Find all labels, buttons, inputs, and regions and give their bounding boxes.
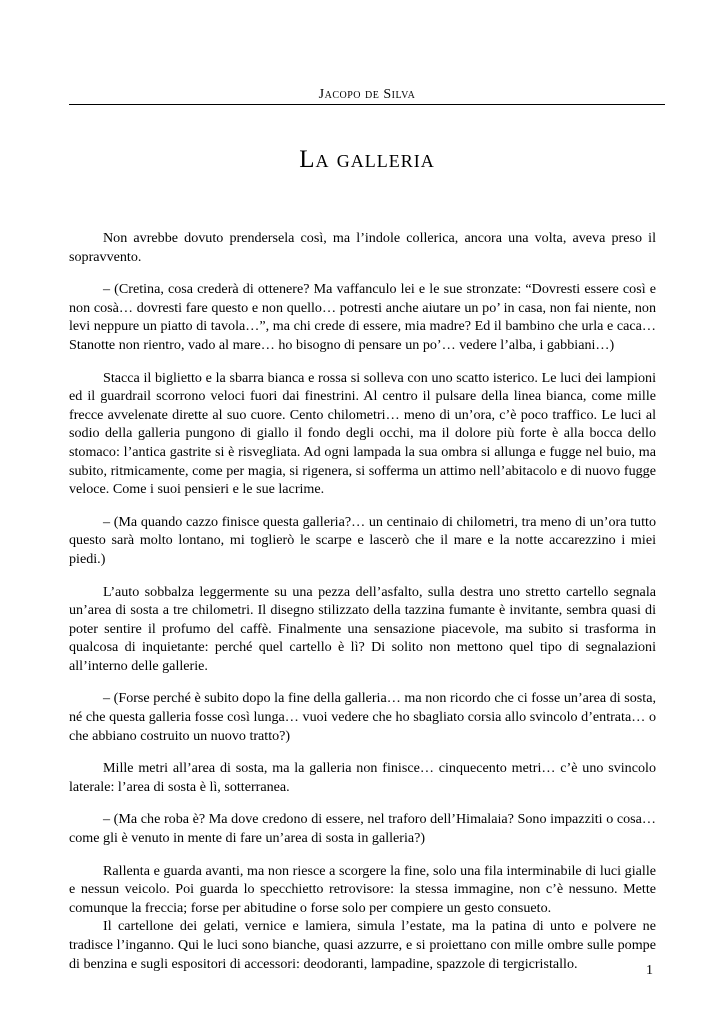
paragraph: Stacca il biglietto e la sbarra bianca e rossa si solleva con uno scatto isterico. Le luci dei lampioni ed il guardrail scorrono veloci fuori dai finestrini. Al centro il pulsare della linea bianca, come mille frecce avvelenate dirette al suo cuore. Cento chilometri… meno di un’ora, c’è poco traffico. Le luci al sodio della galleria pungono di giallo il fondo degli occhi, ma il dolore più forte è alla bocca dello stomaco: l’antica gastrite si è risvegliata. Ad ogni lampada la sua ombra si allunga e fugge nel buio, ma subito, ritmicamente, come per magia, si rigenera, si sofferma un attimo nell’abitacolo e di nuovo fugge veloce. Come i suoi pensieri e le sue lacrime. (69, 369, 656, 498)
paragraph: Mille metri all’area di sosta, ma la galleria non finisce… cinquecento metri… c’è uno svincolo laterale: l’area di sosta è lì, sotterranea. (69, 760, 656, 795)
paragraph: – (Ma quando cazzo finisce questa galleria?… un centinaio di chilometri, tra meno di un’ora tutto questo sarà molto lontano, mi toglierò le scarpe e lascerò che il mare e la notte accarezzino i miei piedi.) (69, 513, 656, 567)
body-text (69, 229, 656, 973)
paragraph: Il cartellone dei gelati, vernice e lamiera, simula l’estate, ma la patina di unto e polvere ne tradisce l’inganno. Qui le luci sono bianche, quasi azzurre, e si proiettano con mille ombre sulle pompe di benzina e sugli espositori di accessori: deodoranti, lampadine, spazzole di tergicristallo. (69, 918, 656, 972)
paragraph: – (Ma che roba è? Ma dove credono di essere, nel traforo dell’Himalaia? Sono impazziti o cosa… come gli è venuto in mente di fare un’area di sosta in galleria?) (69, 811, 656, 847)
running-header-author: Jacopo de Silva (318, 87, 416, 102)
chapter-title: La galleria (299, 146, 435, 173)
paragraph: L’auto sobbalza leggermente su una pezza dell’asfalto, sulla destra uno stretto cartello segnala un’area di sosta a tre chilometri. Il disegno stilizzato della tazzina fumante è invitante, sembra quasi di poter sentire il profumo del caffè. Finalmente una sensazione piacevole, ma subito si trasforma in qualcosa di inquietante: perché quel cartello è lì? Di solito non mettono quel tipo di segnalazioni all’interno delle gallerie. (69, 583, 656, 674)
paragraph: – (Forse perché è subito dopo la fine della galleria… ma non ricordo che ci fosse un’area di sosta, né che questa galleria fosse così lunga… vuoi vedere che ho sbagliato corsia allo svincolo d’entrata… o che abbiano costruito un nuovo tratto?) (69, 690, 656, 744)
header-divider (69, 104, 665, 105)
page-number: 1 (646, 963, 653, 978)
paragraph: Rallenta e guarda avanti, ma non riesce a scorgere la fine, solo una fila interminabile di luci gialle e nessun veicolo. Poi guarda lo specchietto retrovisore: la stessa immagine, non c’è nessuno. Mette comunque la freccia; forse per abitudine o forse solo per compiere un gesto consueto. (69, 862, 656, 916)
paragraph: Non avrebbe dovuto prendersela così, ma l’indole collerica, ancora una volta, aveva preso il sopravvento. (69, 230, 656, 265)
paragraph: – (Cretina, cosa crederà di ottenere? Ma vaffanculo lei e le sue stronzate: “Dovresti essere così e non cosà… dovresti fare questo e non quello… potresti anche aiutare un po’ in casa, non fai niente, non levi neppure un piatto di tavola…”, ma chi crede di essere, mia madre? Ed il bambino che urla e caca… Stanotte non rientro, vado al mare… ho bisogno di pensare un po’… vedere l’alba, i gabbiani…) (69, 281, 656, 353)
